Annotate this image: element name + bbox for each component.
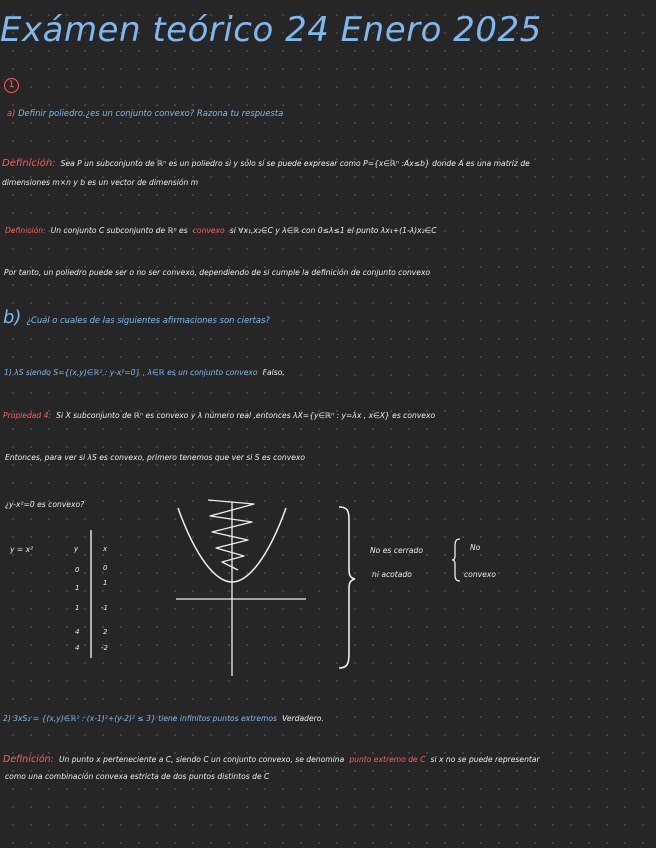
question-a (7, 108, 283, 118)
definition-extremo-highlight: punto extremo de C (349, 755, 426, 764)
right-brace (335, 504, 359, 672)
table-cell: 0 (103, 564, 108, 572)
table-cell: 1 (75, 584, 80, 592)
table-divider (85, 528, 97, 660)
table-cell: -1 (101, 604, 108, 612)
definition-poliedro (2, 151, 530, 170)
question-a-marker: a) (7, 108, 16, 118)
table-cell: 1 (75, 604, 80, 612)
propiedad-text: Si X subconjunto de ℝⁿ es convexo y λ número real ,entonces λX={y∈ℝⁿ : y=λx , x∈X} es convexo (56, 411, 436, 420)
definition-poliedro-line1: Sea P un subconjunto de ℝⁿ es un poliedro si y sólo si se puede expresar como P={x∈ℝⁿ :Ax≤b} donde A es una matriz de (60, 159, 530, 168)
question-b-text: ¿Cuál o cuales de las siguientes afirmaciones son ciertas? (26, 315, 270, 325)
table-cell: -2 (101, 644, 108, 652)
definition-poliedro-line2: dimensiones m×n y b es un vector de dimensión m (2, 178, 199, 187)
table-cell: 1 (103, 579, 108, 587)
parabola-sketch (168, 488, 318, 678)
brace-result-line2: convexo (464, 570, 496, 579)
definition-label: Definición: (2, 158, 56, 169)
definition-convexo (5, 218, 437, 237)
brace-result-line1: No (470, 543, 481, 552)
item-2 (3, 706, 324, 725)
definition-extremo-before: Un punto x perteneciente a C, siendo C un conjunto convexo, se denomina (58, 755, 345, 764)
entonces-text: Entonces, para ver si λS es convexo, primero tenemos que ver si S es convexo (5, 453, 306, 462)
propiedad (3, 403, 435, 422)
table-cell: 4 (75, 628, 80, 636)
brace-note-line1: No es cerrado (370, 546, 423, 555)
table-cell: 4 (75, 644, 80, 652)
page-title: Exámen teórico 24 Enero 2025 (0, 10, 542, 50)
definition-convexo-before: Un conjunto C subconjunto de ℝⁿ es (50, 226, 188, 235)
function-label: y = x² (10, 545, 34, 554)
question-b-marker: b) (3, 307, 22, 328)
small-brace (450, 537, 462, 583)
table-header-y: y (74, 545, 79, 553)
question-convex: ¿y-x²=0 es convexo? (5, 500, 85, 509)
conclusion-a: Por tanto, un poliedro puede ser o no ser convexo, dependiendo de si cumple la definición de conjunto convexo (4, 268, 431, 277)
question-b (3, 307, 270, 328)
definition-label: Definición: (3, 754, 54, 765)
definition-convexo-after: si ∀x₁,x₂∈C y λ∈ℝ con 0≤λ≤1 el punto λx₁+(1-λ)x₂∈C (229, 226, 437, 235)
definition-label: Definición: (5, 226, 46, 235)
definition-extremo-line2: como una combinación convexa estricta de dos puntos distintos de C (5, 772, 270, 781)
item-1-answer: Falso. (262, 368, 285, 377)
question-a-text: Definir poliedro.¿es un conjunto convexo? Razona tu respuesta (18, 108, 284, 118)
item-2-text: 2) 3xS₂ = {(x,y)∈ℝ² : (x-1)²+(y-2)² ≤ 3} tiene infinitos puntos extremos (3, 714, 278, 723)
item-2-answer: Verdadero. (282, 714, 324, 723)
propiedad-label: Propiedad 4: (3, 411, 52, 420)
table-cell: 2 (103, 628, 108, 636)
item-1-text: 1) λS siendo S={(x,y)∈ℝ² : y-x²=0} , λ∈ℝ es un conjunto convexo (4, 368, 258, 377)
table-cell: 0 (75, 566, 80, 574)
section-number: 1 (4, 78, 19, 93)
brace-note-line2: ni acotado (372, 570, 412, 579)
table-header-x: x (103, 545, 108, 553)
definition-convexo-highlight: convexo (192, 226, 225, 235)
item-1 (4, 360, 285, 379)
definition-extremo (3, 747, 540, 766)
definition-extremo-after: si x no se puede representar (430, 755, 540, 764)
